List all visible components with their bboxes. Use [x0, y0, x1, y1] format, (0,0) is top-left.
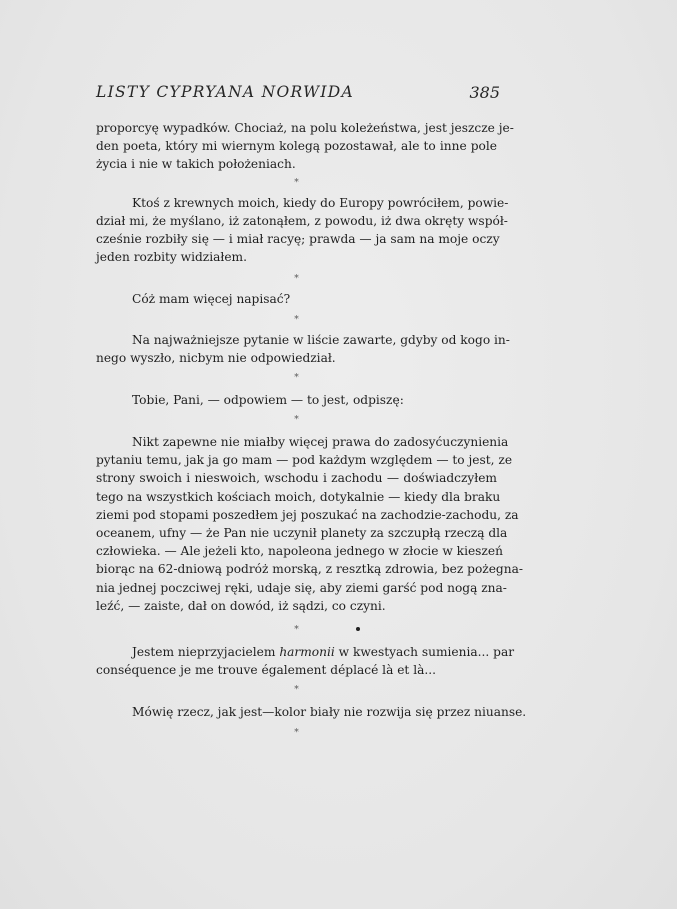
text-line: nia jednej poczciwej ręki, udaje się, aby ziemi garść pod nogą zna-: [96, 580, 507, 595]
text-run: Jestem nieprzyjacielem: [132, 644, 280, 659]
text-line: jeden rozbity widziałem.: [96, 250, 247, 265]
section-separator: *: [294, 177, 299, 188]
text-line: oceanem, ufny — że Pan nie uczynił planety za szczupłą rzeczą dla: [96, 526, 508, 540]
text-line: Cóż mam więcej napisać?: [132, 292, 291, 307]
section-separator: *: [294, 624, 299, 635]
text-line: strony swoich i nieswoich, wschodu i zachodu — doświadczyłem: [96, 471, 497, 486]
text-line: Nikt zapewne nie miałby więcej prawa do zadosyćuczynienia: [132, 435, 509, 450]
text-line: den poeta, który mi wiernym kolegą pozostawał, ale to inne pole: [96, 139, 497, 154]
text-line: Tobie, Pani, — odpowiem — to jest, odpiszę:: [132, 392, 404, 407]
text-line: biorąc na 62-dniową podróż morską, z resztką zdrowia, bez pożegna-: [96, 562, 523, 577]
paragraph: [96, 433, 523, 615]
text-line: życia i nie w takich położeniach.: [96, 157, 296, 172]
paragraph-continuation: [96, 119, 514, 174]
page-number: 385: [469, 83, 500, 102]
section-separator: *: [294, 727, 299, 738]
section-separator: *: [294, 415, 299, 426]
italic-word: harmonii: [279, 644, 335, 659]
text-line: Na najważniejsze pytanie w liście zawarte, gdyby od kogo in-: [132, 332, 510, 347]
paragraph: [96, 643, 515, 679]
text-line: człowieka. — Ale jeżeli kto, napoleona jednego w złocie w kieszeń: [96, 544, 503, 559]
section-separator: *: [294, 685, 299, 696]
section-separator: *: [294, 372, 299, 383]
text-line: leźć, — zaiste, dał on dowód, iż sądzi, co czyni.: [96, 598, 386, 613]
running-head: [96, 83, 500, 107]
text-line: dział mi, że myślano, iż zatonąłem, z powodu, iż dwa okręty współ-: [96, 213, 508, 228]
section-separator: *: [294, 274, 299, 285]
paragraph: [96, 703, 527, 721]
text-run: w kwestyach sumienia... par: [334, 644, 515, 659]
text-line: conséquence je me trouve également déplacé là et là...: [96, 663, 436, 678]
text-line: Ktoś z krewnych moich, kiedy do Europy powróciłem, powie-: [132, 195, 509, 210]
text-line: ziemi pod stopami poszedłem jej poszukać na zachodzie-zachodu, za: [96, 507, 519, 522]
section-separator: *: [294, 314, 299, 325]
text-line: nego wyszło, nicbym nie odpowiedział.: [96, 350, 336, 365]
ink-speck: [356, 627, 360, 631]
paragraph: [96, 290, 497, 308]
text-line: pytaniu temu, jak ja go mam — pod każdym względem — to jest, ze: [96, 453, 513, 468]
text-line: Mówię rzecz, jak jest—kolor biały nie rozwija się przez niuanse.: [132, 705, 527, 720]
text-line: tego na wszystkich kościach moich, dotykalnie — kiedy dla braku: [96, 489, 501, 504]
text-column: [96, 119, 527, 738]
text-line: [96, 643, 515, 661]
paragraph: [96, 331, 510, 367]
text-line: cześnie rozbiły się — i miał racyę; prawda — ja sam na moje oczy: [96, 231, 500, 246]
paragraph: [96, 391, 497, 409]
text-line: proporcyę wypadków. Chociaż, na polu koleżeństwa, jest jeszcze je-: [96, 121, 514, 135]
running-title: LISTY CYPRYANA NORWIDA: [96, 83, 355, 101]
paragraph: [96, 194, 509, 267]
